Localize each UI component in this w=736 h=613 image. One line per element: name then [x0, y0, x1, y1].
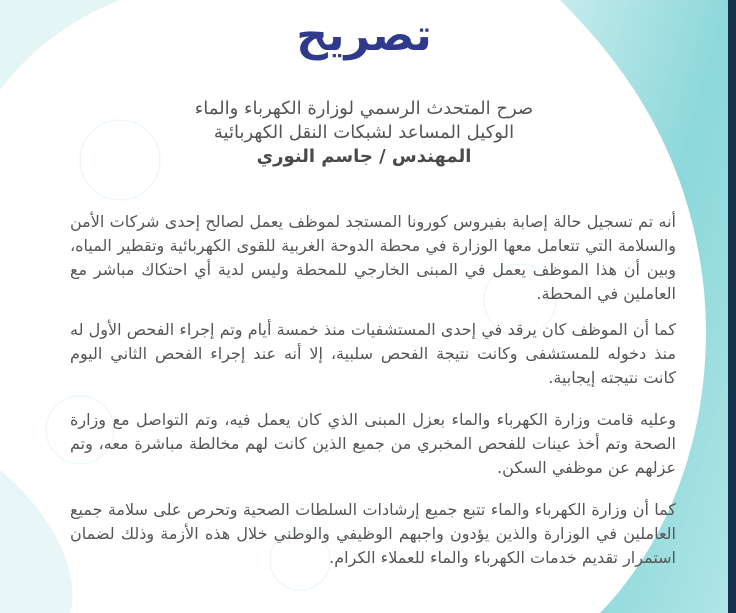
header-line-1: صرح المتحدث الرسمي لوزارة الكهرباء والماء — [194, 98, 534, 119]
statement-title: تصريح — [296, 10, 432, 61]
spokesperson-header — [0, 97, 728, 169]
header-line-2: الوكيل المساعد لشبكات النقل الكهربائية — [213, 122, 515, 143]
statement-paragraph-3: وعليه قامت وزارة الكهرباء والماء بعزل المبنى الذي كان يعمل فيه، وتم التواصل مع وزارة الصحة وتم أخذ عينات للفحص المخبري من جميع الذين كانت لهم مخالطة مباشرة معه، وتم عزلهم عن موظفي السكن. — [70, 410, 676, 477]
header-engineer-name: المهندس / جاسم النوري — [256, 146, 472, 167]
statement-paragraph-2: كما أن الموظف كان يرقد في إحدى المستشفيات منذ خمسة أيام وتم إجراء الفحص الأول له منذ دخوله للمستشفى وكانت نتيجة الفحص سلبية، إلا أنه عند إجراء الفحص الثاني اليوم كانت نتيجته إيجابية. — [70, 320, 676, 387]
statement-paragraph-4: كما أن وزارة الكهرباء والماء تتبع جميع إرشادات السلطات الصحية وتحرص على سلامة جميع العاملين في الوزارة والذين يؤدون واجبهم الوظيفي والوطني خلال هذه الأزمة وذلك لضمان استمرار تقديم خدمات الكهرباء والماء للعملاء الكرام. — [70, 500, 676, 567]
statement-paragraph-1: أنه تم تسجيل حالة إصابة بفيروس كورونا المستجد لموظف يعمل لصالح إحدى شركات الأمن والسلامة التي تتعامل معها الوزارة في محطة الدوحة الغربية للقوى الكهربائية وتقطير المياه، وبين أن هذا الموظف يعمل في المبنى الخارجي للمحطة وليس لدية أي احتكاك مباشر مع العاملين في المحطة. — [70, 212, 676, 303]
right-edge-bar — [728, 0, 736, 613]
